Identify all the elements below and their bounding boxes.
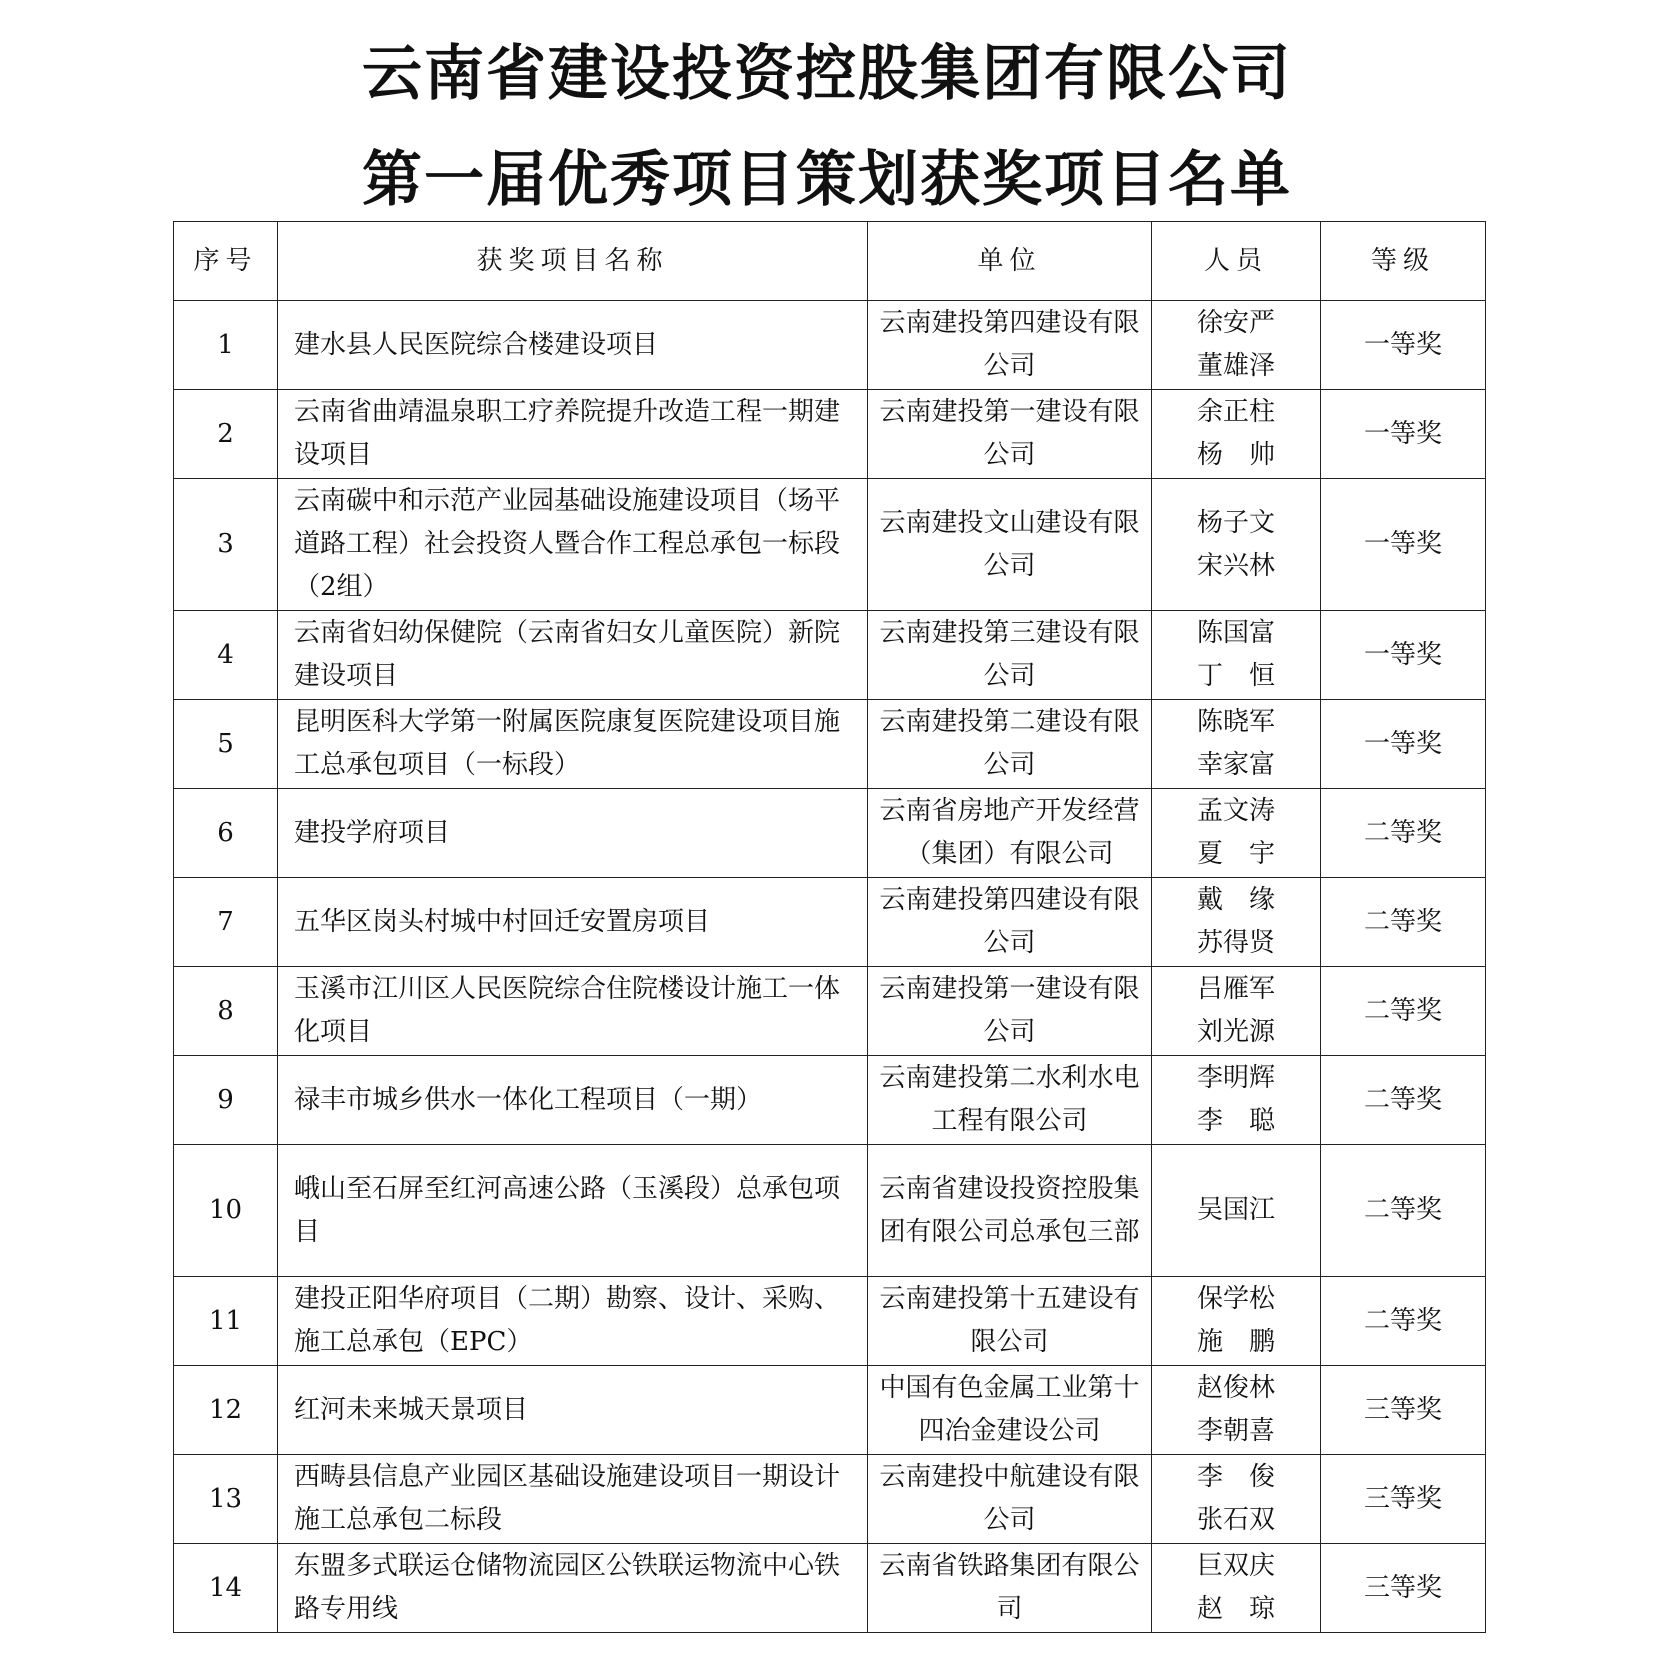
award-people [1152,1455,1321,1544]
person-name: 陈国富 [1196,618,1275,648]
award-unit: 云南建投中航建设有限公司 [868,1455,1152,1544]
award-grade: 三等奖 [1321,1366,1486,1455]
person-name: 吴国江 [1196,1195,1275,1225]
row-num: 13 [174,1455,278,1544]
table-row [174,878,1486,967]
award-people [1152,390,1321,479]
award-unit: 云南建投第二建设有限公司 [868,700,1152,789]
award-unit: 云南建投第一建设有限公司 [868,967,1152,1056]
person-name: 李 聪 [1196,1106,1275,1136]
award-people [1152,1366,1321,1455]
person-name: 余正柱 [1196,397,1275,427]
person-name: 刘光源 [1196,1017,1275,1047]
table-row [174,479,1486,611]
award-table [173,221,1486,1633]
person-name: 李明辉 [1196,1063,1275,1093]
row-num: 1 [174,301,278,390]
table-row [174,789,1486,878]
award-unit: 云南建投第一建设有限公司 [868,390,1152,479]
person-name: 赵俊林 [1196,1373,1275,1403]
table-row [174,1544,1486,1633]
person-name: 苏得贤 [1196,928,1275,958]
person-name: 杨 帅 [1196,440,1275,470]
project-name: 禄丰市城乡供水一体化工程项目（一期） [278,1056,868,1145]
award-people [1152,1544,1321,1633]
header-unit: 单位 [868,222,1152,301]
award-grade: 二等奖 [1321,1056,1486,1145]
award-grade: 一等奖 [1321,301,1486,390]
row-num: 4 [174,611,278,700]
award-people [1152,1145,1321,1277]
award-grade: 三等奖 [1321,1544,1486,1633]
person-name: 陈晓军 [1196,707,1275,737]
table-row [174,700,1486,789]
table-row [174,1277,1486,1366]
project-name: 建投正阳华府项目（二期）勘察、设计、采购、施工总承包（EPC） [278,1277,868,1366]
person-name: 幸家富 [1196,750,1275,780]
award-grade: 二等奖 [1321,789,1486,878]
table-row [174,1056,1486,1145]
project-name: 云南省曲靖温泉职工疗养院提升改造工程一期建设项目 [278,390,868,479]
award-grade: 一等奖 [1321,700,1486,789]
table-row [174,611,1486,700]
row-num: 14 [174,1544,278,1633]
person-name: 保学松 [1196,1284,1275,1314]
award-grade: 一等奖 [1321,390,1486,479]
row-num: 11 [174,1277,278,1366]
person-name: 孟文涛 [1196,796,1275,826]
person-name: 夏 宇 [1196,839,1275,869]
award-unit: 云南省房地产开发经营（集团）有限公司 [868,789,1152,878]
table-row [174,967,1486,1056]
award-people [1152,479,1321,611]
person-name: 巨双庆 [1196,1551,1275,1581]
project-name: 昆明医科大学第一附属医院康复医院建设项目施工总承包项目（一标段） [278,700,868,789]
project-name: 建投学府项目 [278,789,868,878]
table-header-row [174,222,1486,301]
award-grade: 二等奖 [1321,1145,1486,1277]
award-people [1152,301,1321,390]
row-num: 12 [174,1366,278,1455]
project-name: 云南省妇幼保健院（云南省妇女儿童医院）新院建设项目 [278,611,868,700]
row-num: 2 [174,390,278,479]
award-unit: 云南建投第三建设有限公司 [868,611,1152,700]
person-name: 李 俊 [1196,1462,1275,1492]
award-unit: 云南建投第二水利水电工程有限公司 [868,1056,1152,1145]
project-name: 建水县人民医院综合楼建设项目 [278,301,868,390]
project-name: 红河未来城天景项目 [278,1366,868,1455]
header-num: 序号 [174,222,278,301]
row-num: 6 [174,789,278,878]
person-name: 杨子文 [1196,507,1275,538]
person-name: 施 鹏 [1196,1327,1275,1357]
award-unit: 云南省建设投资控股集团有限公司总承包三部 [868,1145,1152,1277]
award-people [1152,878,1321,967]
project-name: 云南碳中和示范产业园基础设施建设项目（场平道路工程）社会投资人暨合作工程总承包一标段（2组） [278,479,868,611]
award-unit: 中国有色金属工业第十四冶金建设公司 [868,1366,1152,1455]
award-grade: 二等奖 [1321,1277,1486,1366]
project-name: 峨山至石屏至红河高速公路（玉溪段）总承包项目 [278,1145,868,1277]
person-name: 董雄泽 [1196,351,1275,381]
award-people [1152,1056,1321,1145]
table-row [174,1455,1486,1544]
table-row [174,1145,1486,1277]
project-name: 玉溪市江川区人民医院综合住院楼设计施工一体化项目 [278,967,868,1056]
award-unit: 云南省铁路集团有限公司 [868,1544,1152,1633]
award-people [1152,967,1321,1056]
row-num: 7 [174,878,278,967]
person-name: 李朝喜 [1196,1416,1275,1446]
award-people [1152,1277,1321,1366]
row-num: 8 [174,967,278,1056]
award-unit: 云南建投第四建设有限公司 [868,878,1152,967]
table-row [174,301,1486,390]
project-name: 西畴县信息产业园区基础设施建设项目一期设计施工总承包二标段 [278,1455,868,1544]
table-row [174,1366,1486,1455]
person-name: 丁 恒 [1196,661,1275,691]
header-people: 人员 [1152,222,1321,301]
row-num: 5 [174,700,278,789]
award-grade: 一等奖 [1321,611,1486,700]
award-grade: 一等奖 [1321,479,1486,611]
person-name: 宋兴林 [1196,550,1275,581]
project-name: 五华区岗头村城中村回迁安置房项目 [278,878,868,967]
award-grade: 二等奖 [1321,967,1486,1056]
award-grade: 三等奖 [1321,1455,1486,1544]
award-people [1152,789,1321,878]
person-name: 徐安严 [1196,308,1275,338]
award-unit: 云南建投第十五建设有限公司 [868,1277,1152,1366]
award-people [1152,611,1321,700]
person-name: 张石双 [1196,1505,1275,1535]
row-num: 9 [174,1056,278,1145]
project-name: 东盟多式联运仓储物流园区公铁联运物流中心铁路专用线 [278,1544,868,1633]
person-name: 戴 缘 [1196,885,1275,915]
person-name: 赵 琼 [1196,1594,1275,1624]
document-title-line1: 云南省建设投资控股集团有限公司 [362,39,1292,109]
award-people [1152,700,1321,789]
person-name: 吕雁军 [1196,974,1275,1004]
header-grade: 等级 [1321,222,1486,301]
row-num: 3 [174,479,278,611]
table-row [174,390,1486,479]
award-unit: 云南建投文山建设有限公司 [868,479,1152,611]
award-unit: 云南建投第四建设有限公司 [868,301,1152,390]
row-num: 10 [174,1145,278,1277]
award-grade: 二等奖 [1321,878,1486,967]
header-project-name: 获奖项目名称 [278,222,868,301]
document-title-line2: 第一届优秀项目策划获奖项目名单 [362,145,1292,215]
